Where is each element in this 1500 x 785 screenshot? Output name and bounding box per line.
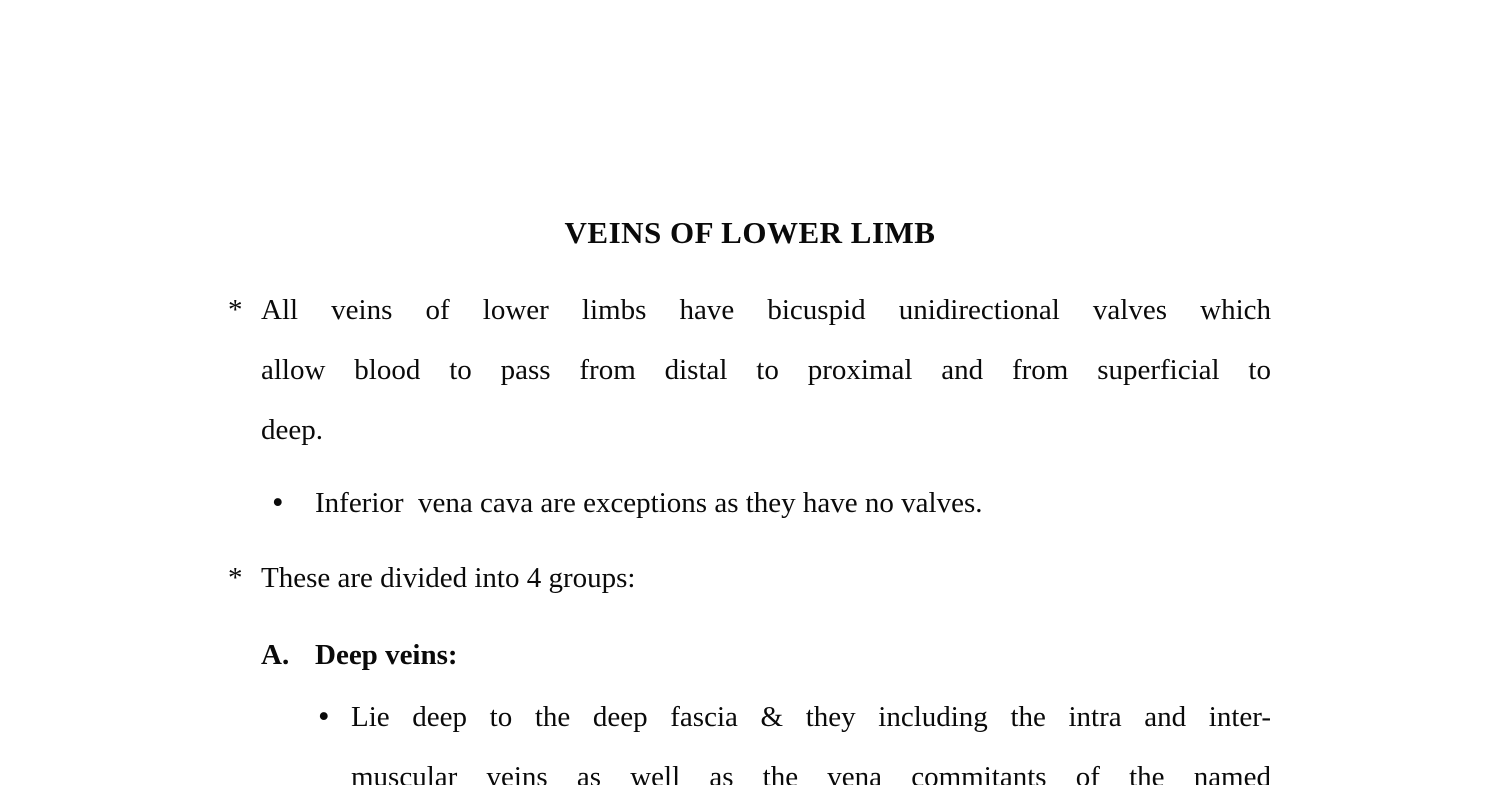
paragraph-line: allow blood to pass from distal to proximal and from superficial to	[261, 354, 1271, 386]
list-item-deep-veins-heading	[261, 625, 1500, 685]
paragraph-line: deep.	[261, 414, 323, 446]
paragraph-line: Inferior vena cava are exceptions as they have no valves.	[315, 487, 983, 519]
group-heading-label: Deep veins:	[315, 639, 458, 671]
paragraph-line: All veins of lower limbs have bicuspid unidirectional valves which	[261, 294, 1271, 326]
paragraph-line: Lie deep to the deep fascia & they including the intra and inter-	[351, 701, 1271, 733]
asterisk-marker: *	[228, 562, 243, 594]
list-item-valves	[228, 280, 1271, 460]
paragraph-line: muscular veins as well as the vena commitants of the named	[351, 761, 1271, 785]
paragraph-line: These are divided into 4 groups:	[261, 562, 636, 594]
list-item-deep-veins-detail	[318, 687, 1271, 785]
letter-marker: A.	[261, 639, 290, 671]
list-item-four-groups	[228, 548, 1271, 608]
bullet-dot-icon: •	[272, 485, 284, 521]
bullet-dot-icon: •	[318, 699, 330, 735]
document-title: VEINS OF LOWER LIMB	[564, 215, 936, 250]
list-item-inferior-vena-cava	[272, 473, 1271, 533]
asterisk-marker: *	[228, 294, 243, 326]
